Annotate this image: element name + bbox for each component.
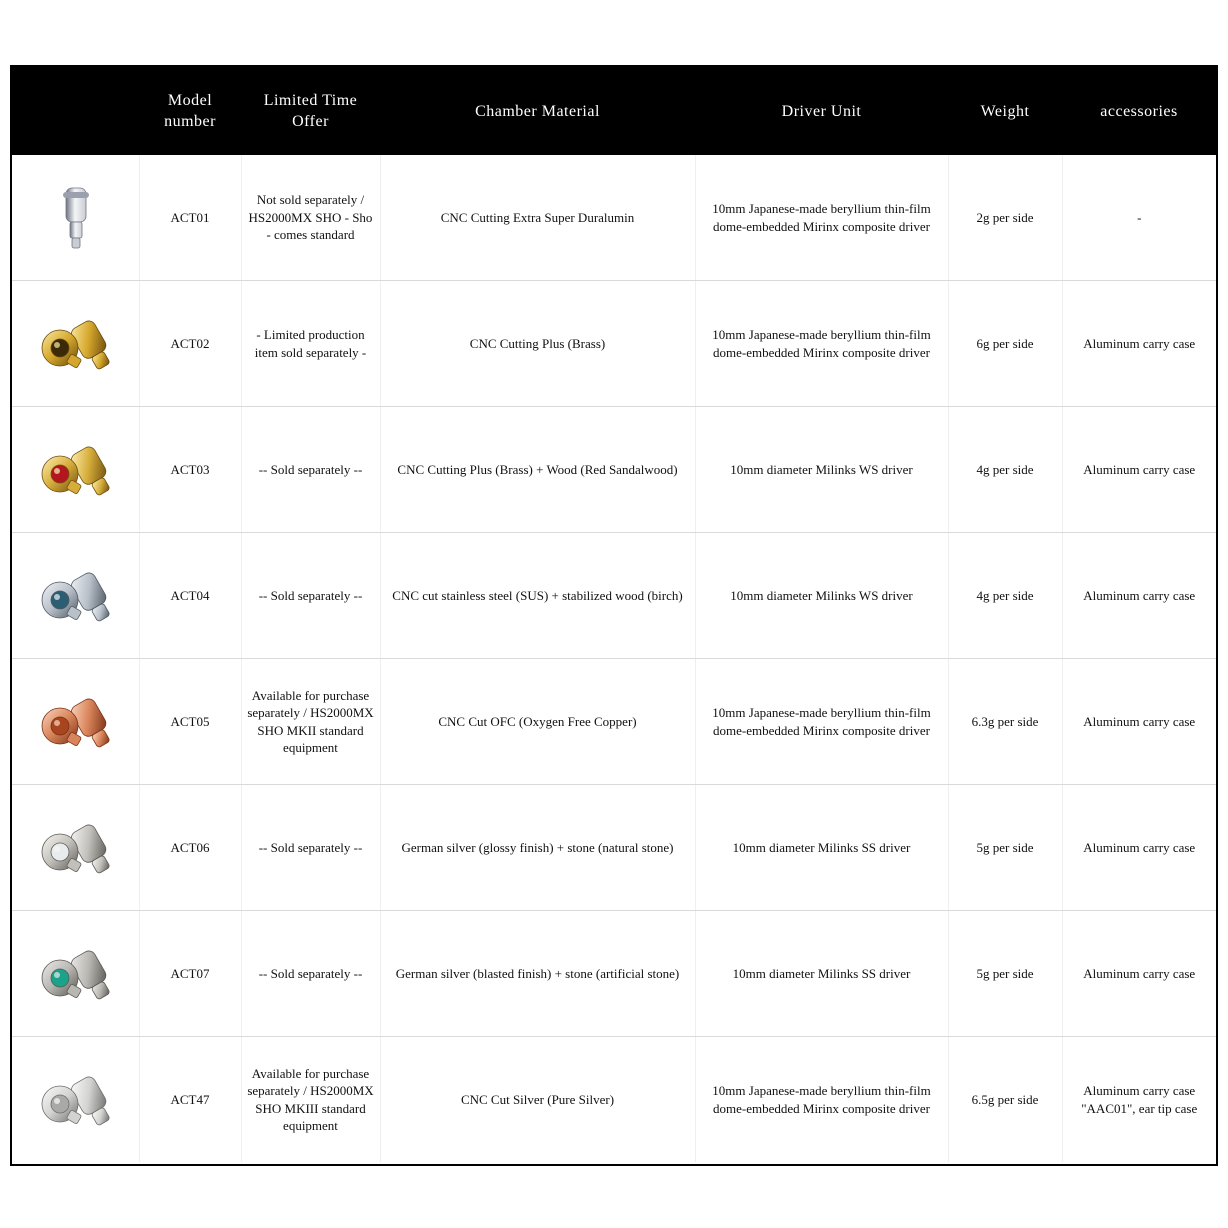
header-image [12,67,139,155]
product-image-cell [12,659,139,785]
chamber-material-cell: CNC Cutting Plus (Brass) [380,281,695,407]
model-number-cell: ACT01 [139,155,241,281]
model-number-cell: ACT03 [139,407,241,533]
accessories-cell: Aluminum carry case [1062,785,1216,911]
limited-offer-cell: Available for purchase separately / HS2000MX SHO MKII standard equipment [241,659,380,785]
accessories-cell: Aluminum carry case [1062,407,1216,533]
accessories-cell: Aluminum carry case "AAC01", ear tip case [1081,1083,1198,1116]
product-image-cell [12,281,139,407]
limited-offer-cell: -- Sold separately -- [241,785,380,911]
product-comparison-frame [10,65,1218,1166]
table-row [12,281,1216,407]
model-number-cell: ACT47 [139,1037,241,1163]
weight-cell: 2g per side [948,155,1062,281]
weight-cell: 4g per side [948,407,1062,533]
header-model-number: Model number [139,67,241,155]
table-row [12,785,1216,911]
model-number-cell: ACT07 [139,911,241,1037]
weight-cell: 5g per side [948,785,1062,911]
brass-red-sandalwood-earphone-housing-image [30,430,120,510]
header-row [12,67,1216,155]
limited-offer-cell: Not sold separately / HS2000MX SHO - Sho - comes standard [241,155,380,281]
weight-cell: 4g per side [948,533,1062,659]
weight-cell: 6g per side [948,281,1062,407]
stainless-birch-earphone-housing-image [30,556,120,636]
model-number-cell: ACT05 [139,659,241,785]
silver-earphone-housing-image [30,178,120,258]
chamber-material-cell: CNC Cut Silver (Pure Silver) [380,1037,695,1163]
limited-offer-cell: -- Sold separately -- [241,533,380,659]
accessories-cell: - [1062,155,1216,281]
accessories-cell: Aluminum carry case [1062,911,1216,1037]
table-body [12,155,1216,1162]
weight-cell: 6.3g per side [948,659,1062,785]
accessories-cell: Aluminum carry case [1062,281,1216,407]
pure-silver-earphone-housing-image [30,1060,120,1140]
header-limited-time-offer: Limited Time Offer [241,67,380,155]
table-row [12,1037,1216,1163]
brass-earphone-housing-image [30,304,120,384]
model-number-cell: ACT04 [139,533,241,659]
header-weight: Weight [948,67,1062,155]
chamber-material-cell: CNC Cutting Extra Super Duralumin [380,155,695,281]
driver-unit-cell: 10mm diameter Milinks WS driver [695,533,948,659]
chamber-material-cell: German silver (blasted finish) + stone (artificial stone) [380,911,695,1037]
accessories-cell: Aluminum carry case [1062,659,1216,785]
product-image-cell [12,407,139,533]
driver-unit-cell: 10mm Japanese-made beryllium thin-film dome-embedded Mirinx composite driver [695,659,948,785]
product-image-cell [12,533,139,659]
german-silver-artificial-stone-earphone-housing-image [30,934,120,1014]
driver-unit-cell: 10mm diameter Milinks SS driver [695,785,948,911]
model-number-cell: ACT02 [139,281,241,407]
product-image-cell [12,911,139,1037]
product-image-cell [12,785,139,911]
header-accessories: accessories [1062,67,1216,155]
chamber-material-cell: CNC Cutting Plus (Brass) + Wood (Red Sandalwood) [380,407,695,533]
table-row [12,407,1216,533]
limited-offer-cell: -- Sold separately -- [241,407,380,533]
table-header [12,67,1216,155]
model-number-cell: ACT06 [139,785,241,911]
product-image-cell [12,1037,139,1163]
chamber-material-cell: CNC cut stainless steel (SUS) + stabilized wood (birch) [380,533,695,659]
table-row [12,155,1216,281]
table-row [12,659,1216,785]
german-silver-natural-stone-earphone-housing-image [30,808,120,888]
driver-unit-cell: 10mm Japanese-made beryllium thin-film dome-embedded Mirinx composite driver [695,281,948,407]
header-driver-unit: Driver Unit [695,67,948,155]
chamber-material-cell: German silver (glossy finish) + stone (natural stone) [380,785,695,911]
driver-unit-cell: 10mm Japanese-made beryllium thin-film dome-embedded Mirinx composite driver [695,1037,948,1163]
weight-cell: 6.5g per side [948,1037,1062,1163]
limited-offer-cell: - Limited production item sold separately - [241,281,380,407]
product-comparison-table [12,67,1216,1162]
table-row [12,911,1216,1037]
limited-offer-cell: -- Sold separately -- [241,911,380,1037]
table-row [12,533,1216,659]
limited-offer-cell: Available for purchase separately / HS2000MX SHO MKIII standard equipment [241,1037,380,1163]
accessories-cell: Aluminum carry case [1062,533,1216,659]
header-chamber-material: Chamber Material [380,67,695,155]
driver-unit-cell: 10mm Japanese-made beryllium thin-film dome-embedded Mirinx composite driver [695,155,948,281]
driver-unit-cell: 10mm diameter Milinks SS driver [695,911,948,1037]
chamber-material-cell: CNC Cut OFC (Oxygen Free Copper) [380,659,695,785]
weight-cell: 5g per side [948,911,1062,1037]
product-image-cell [12,155,139,281]
driver-unit-cell: 10mm diameter Milinks WS driver [695,407,948,533]
copper-earphone-housing-image [30,682,120,762]
